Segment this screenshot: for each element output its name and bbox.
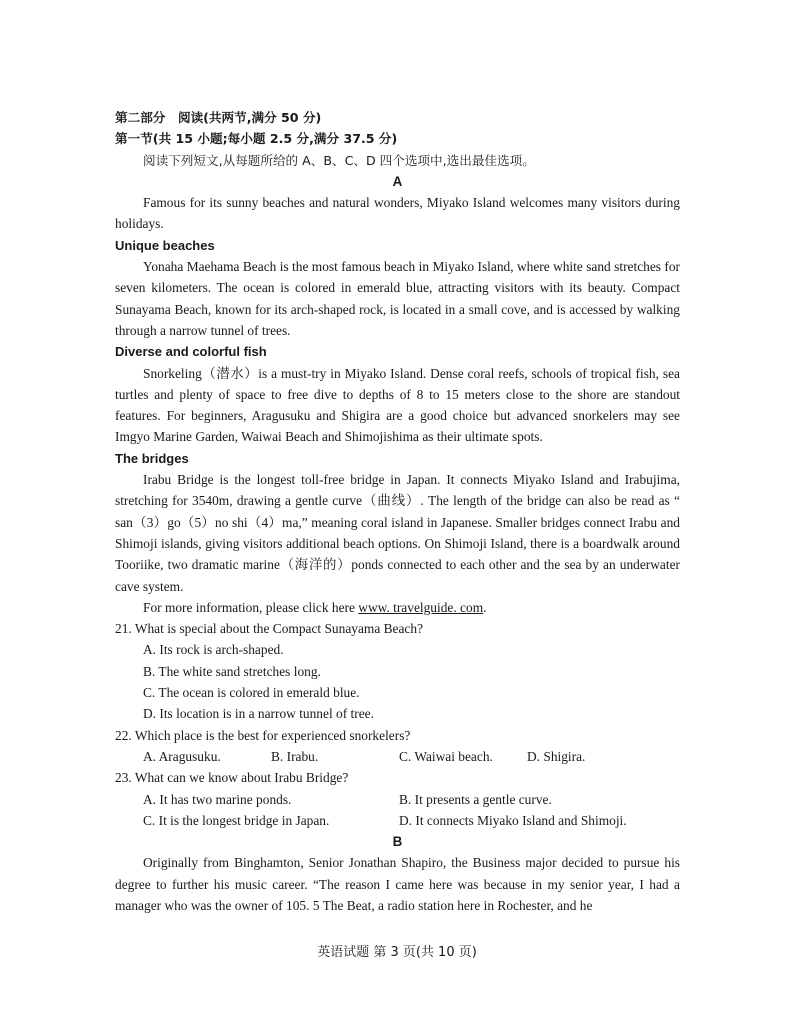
question-22-option-c: C. Waiwai beach. — [399, 748, 493, 764]
more-info-line — [115, 597, 680, 618]
question-22-option-d: D. Shigira. — [527, 748, 586, 764]
question-21-option-d: D. Its location is in a narrow tunnel of tree. — [143, 706, 374, 722]
question-23-option-a: A. It has two marine ponds. — [143, 791, 292, 807]
question-22-options — [115, 746, 680, 767]
question-21-option-b: B. The white sand stretches long. — [143, 663, 321, 679]
passage-b-label: B — [392, 834, 403, 850]
subheading-fish: Diverse and colorful fish — [115, 344, 267, 360]
paragraph-bridges: Irabu Bridge is the longest toll-free bridge in Japan. It connects Miyako Island and Irabujima, stretching for 3540m, drawing a gentle curve（曲线）. The length of the bridge can also be read as “ san（3）go（5）no shi（4）ma,” meaning coral island in Japanese. Smaller bridges connect Irabu and Shimoji islands, giving visitors additional beach options. On Shimoji Island, there is a boardwalk around Tooriike, two dramatic marine（海洋的）ponds connected to each other and the sea by an underwater cave system. — [115, 472, 680, 594]
question-22-stem: 22. Which place is the best for experienced snorkelers? — [115, 727, 411, 743]
part-heading: 第二部分 阅读(共两节,满分 50 分) — [115, 110, 322, 125]
question-23-option-c: C. It is the longest bridge in Japan. — [143, 812, 330, 828]
question-23-option-d: D. It connects Miyako Island and Shimoji. — [399, 812, 627, 828]
question-23-options-row2 — [115, 810, 680, 831]
passage-b-paragraph: Originally from Binghamton, Senior Jonathan Shapiro, the Business major decided to pursue his degree to further his music career. “The reason I came here was because in my senior year, I had a manager who was the owner of 105. 5 The Beat, a radio station here in Rochester, and he — [115, 855, 680, 913]
question-21-option-a: A. Its rock is arch-shaped. — [143, 642, 284, 658]
subheading-bridges: The bridges — [115, 450, 189, 466]
instruction-text: 阅读下列短文,从每题所给的 A、B、C、D 四个选项中,选出最佳选项。 — [143, 152, 535, 168]
subheading-unique-beaches: Unique beaches — [115, 237, 215, 253]
paragraph-beaches: Yonaha Maehama Beach is the most famous beach in Miyako Island, where white sand stretches for seven kilometers. The ocean is colored in emerald blue, attracting visitors with its beauty. Compact Sunayama Beach, known for its arch-shaped rock, is located in a small cove, and is accessed by walking through a narrow tunnel of trees. — [115, 259, 680, 338]
travelguide-link[interactable]: www. travelguide. com — [358, 599, 484, 615]
section-heading: 第一节(共 15 小题;每小题 2.5 分,满分 37.5 分) — [115, 131, 398, 147]
question-21-option-c: C. The ocean is colored in emerald blue. — [143, 685, 360, 701]
question-23-option-b: B. It presents a gentle curve. — [399, 791, 552, 807]
exam-page — [115, 107, 680, 916]
question-22-option-a: A. Aragusuku. — [143, 748, 221, 764]
paragraph-fish: Snorkeling（潜水）is a must-try in Miyako Island. Dense coral reefs, schools of tropical fish, sea turtles and plenty of space to free dive to depths of 8 to 15 meters close to the shore are standout features. For beginners, Aragusuku and Shigira are a good choice but advanced snorkelers may see Imgyo Marine Garden, Waiwai Beach and Shimojishima as their ultimate spots. — [115, 365, 680, 445]
question-23-stem: 23. What can we know about Irabu Bridge? — [115, 770, 349, 786]
question-22-option-b: B. Irabu. — [271, 748, 319, 764]
question-21-stem: 21. What is special about the Compact Sunayama Beach? — [115, 621, 424, 637]
more-info-suffix: . — [483, 599, 487, 615]
passage-a-label: A — [392, 173, 403, 189]
more-info-prefix: For more information, please click here — [143, 599, 359, 615]
passage-a-intro: Famous for its sunny beaches and natural wonders, Miyako Island welcomes many visitors during holidays. — [115, 195, 680, 232]
page-footer: 英语试题 第 3 页(共 10 页) — [317, 945, 477, 960]
question-23-options-row1 — [115, 789, 680, 810]
